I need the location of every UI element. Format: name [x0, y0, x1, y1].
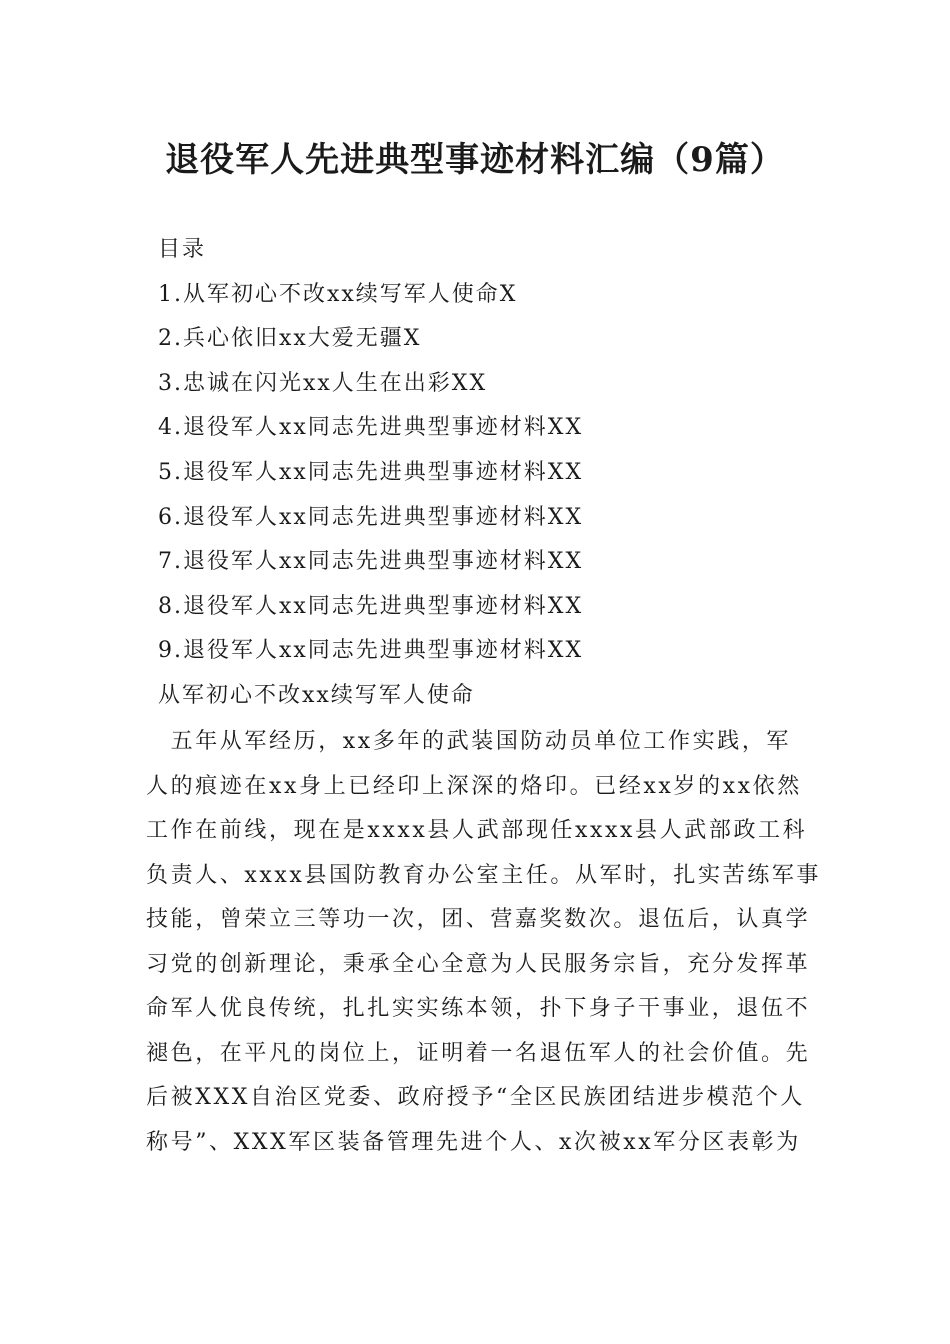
paragraph-line: 习党的创新理论，秉承全心全意为人民服务宗旨，充分发挥革 [146, 951, 811, 977]
paragraph-line: 技能，曾荣立三等功一次，团、营嘉奖数次。退伍后，认真学 [146, 907, 811, 932]
paragraph-line: 后被XXX自治区党委、政府授予“全区民族团结进步模范个人 [146, 1085, 806, 1110]
toc-item: 9.退役军人xx同志先进典型事迹材料XX [158, 638, 584, 664]
toc-item: 2.兵心依旧xx大爱无疆X [158, 326, 422, 352]
toc-item: 8.退役军人xx同志先进典型事迹材料XX [158, 593, 584, 619]
paragraph-line: 称号”、XXX军区装备管理先进个人、x次被xx军分区表彰为 [146, 1129, 801, 1155]
toc-item: 6.退役军人xx同志先进典型事迹材料XX [158, 504, 584, 530]
document-title: 退役军人先进典型事迹材料汇编（9篇） [165, 140, 785, 180]
toc-heading: 目录 [158, 237, 207, 262]
paragraph-line: 人的痕迹在xx身上已经印上深深的烙印。已经xx岁的xx依然 [146, 773, 802, 799]
toc-item: 5.退役军人xx同志先进典型事迹材料XX [158, 459, 584, 485]
paragraph-line: 五年从军经历，xx多年的武装国防动员单位工作实践，军 [146, 729, 792, 754]
toc-item: 1.从军初心不改xx续写军人使命X [158, 281, 518, 307]
toc-item: 7.退役军人xx同志先进典型事迹材料XX [158, 549, 584, 575]
table-of-contents [158, 228, 858, 719]
paragraph-line: 负责人、xxxx县国防教育办公室主任。从军时，扎实苦练军事 [146, 862, 822, 888]
paragraph-line: 命军人优良传统，扎扎实实练本领，扑下身子干事业，退伍不 [146, 996, 811, 1021]
section-title: 从军初心不改xx续写军人使命 [158, 682, 475, 708]
toc-item: 3.忠诚在闪光xx人生在出彩XX [158, 370, 488, 396]
paragraph-line: 褪色，在平凡的岗位上，证明着一名退伍军人的社会价值。先 [146, 1040, 811, 1066]
paragraph-line: 工作在前线，现在是xxxx县人武部现任xxxx县人武部政工科 [146, 818, 808, 843]
toc-item: 4.退役军人xx同志先进典型事迹材料XX [158, 415, 584, 441]
body-paragraph [146, 720, 826, 1165]
